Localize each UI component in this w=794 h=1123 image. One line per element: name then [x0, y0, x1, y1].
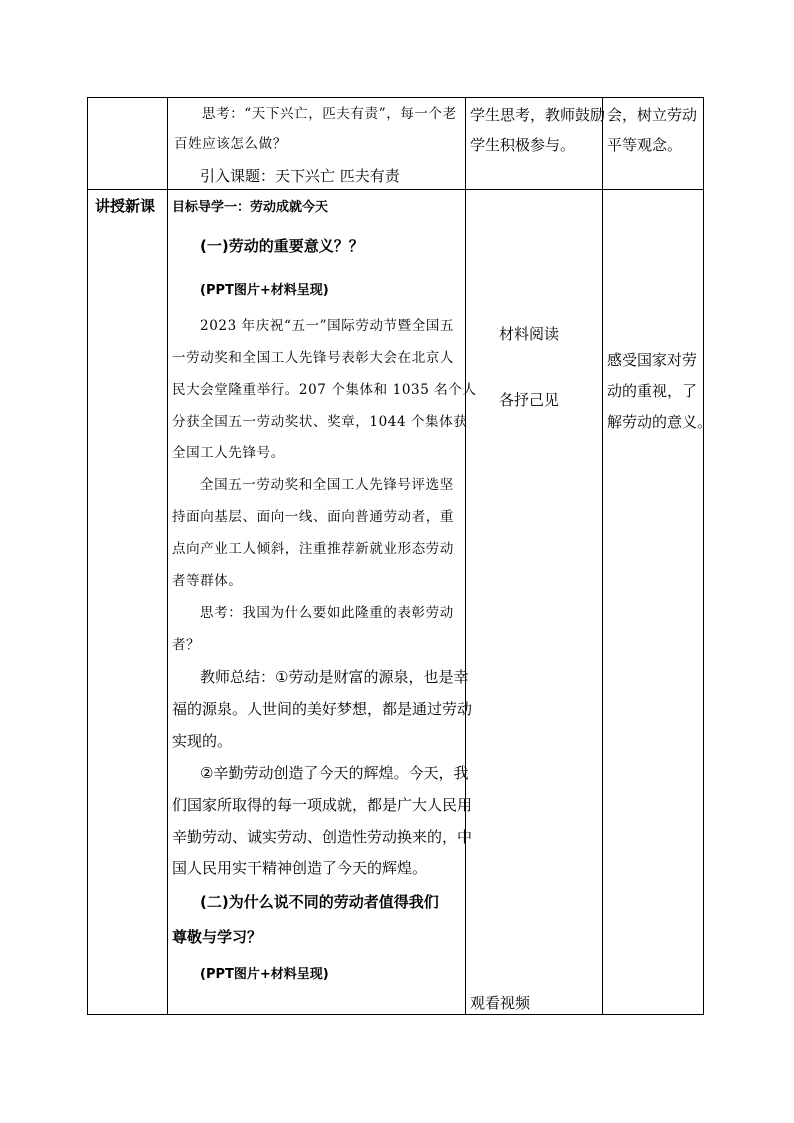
row1-content-cell [168, 98, 466, 190]
student-activity: 材料阅读 [499, 325, 560, 343]
row1-activity-cell [466, 98, 606, 190]
paragraph-line: 福的源泉。人世间的美好梦想，都是通过劳动 [172, 700, 473, 718]
intro-topic: 引入课题：天下兴亡 匹夫有责 [200, 167, 400, 185]
paragraph-line: 全国工人先锋号。 [172, 445, 285, 461]
paragraph-line: ②辛勤劳动创造了今天的辉煌。今天，我 [200, 764, 469, 782]
section-heading-1: (一)劳动的重要意义？？ [200, 237, 364, 255]
paragraph-line: 一劳动奖和全国工人先锋号表彰大会在北京人 [172, 350, 454, 366]
think-question-cont: 百姓应该怎么做？ [174, 136, 287, 152]
stage-label: 讲授新课 [95, 197, 156, 215]
paragraph-line: 们国家所取得的每一项成就，都是广大人民用 [172, 796, 473, 814]
goal-heading: 目标导学一：劳动成就今天 [172, 200, 329, 215]
ppt-note-2: (PPT图片+材料呈现) [200, 967, 329, 982]
design-intent-line: 平等观念。 [607, 136, 683, 154]
student-activity-line: 学生积极参与。 [470, 136, 576, 154]
table-row [88, 98, 704, 190]
design-intent-line: 解劳动的意义。 [607, 413, 713, 431]
row2-content-cell [168, 190, 477, 1015]
ppt-note-1: (PPT图片+材料呈现) [200, 283, 329, 298]
paragraph-line: 者等群体。 [172, 573, 243, 589]
row2-label-cell [88, 190, 168, 1015]
paragraph-line: 点向产业工人倾斜，注重推荐新就业形态劳动 [172, 541, 454, 557]
design-intent-line: 感受国家对劳 [607, 351, 698, 369]
lesson-plan-table [87, 97, 713, 1015]
paragraph-line: 持面向基层、面向一线、面向普通劳动者，重 [172, 509, 454, 525]
paragraph-line: 教师总结：①劳动是财富的源泉，也是幸 [200, 668, 469, 686]
student-activity-line: 学生思考，教师鼓励 [470, 106, 606, 124]
paragraph-line: 2023 年庆祝“五一”国际劳动节暨全国五 [200, 318, 455, 334]
table-row [88, 190, 704, 1015]
row2-activity-cell [466, 190, 603, 1015]
think-question: 思考：“天下兴亡，匹夫有责”，每一个老 [202, 106, 457, 122]
paragraph-line: 全国五一劳动奖和全国工人先锋号评选坚 [200, 477, 454, 493]
design-intent-line: 会，树立劳动 [607, 106, 698, 124]
paragraph-line: 者？ [172, 637, 201, 653]
student-activity: 各抒己见 [499, 391, 560, 409]
paragraph-line: 思考：我国为什么要如此隆重的表彰劳动 [200, 605, 454, 621]
paragraph-line: 实现的。 [172, 732, 233, 750]
row2-intent-cell [603, 190, 713, 1015]
paragraph-line: 分获全国五一劳动奖状、奖章，1044 个集体获 [172, 414, 468, 430]
paragraph-line: 辛勤劳动、诚实劳动、创造性劳动换来的，中 [172, 828, 473, 846]
row1-label-cell [88, 98, 168, 190]
section-heading-2: (二)为什么说不同的劳动者值得我们 [200, 893, 439, 911]
paragraph-line: 国人民用实干精神创造了今天的辉煌。 [172, 859, 428, 877]
paragraph-line: 民大会堂隆重举行。207 个集体和 1035 名个人 [172, 382, 477, 398]
section-heading-2-cont: 尊敬与学习？ [172, 928, 263, 946]
student-activity: 观看视频 [470, 994, 531, 1012]
row1-intent-cell [603, 98, 704, 190]
design-intent-line: 动的重视，了 [607, 382, 698, 400]
